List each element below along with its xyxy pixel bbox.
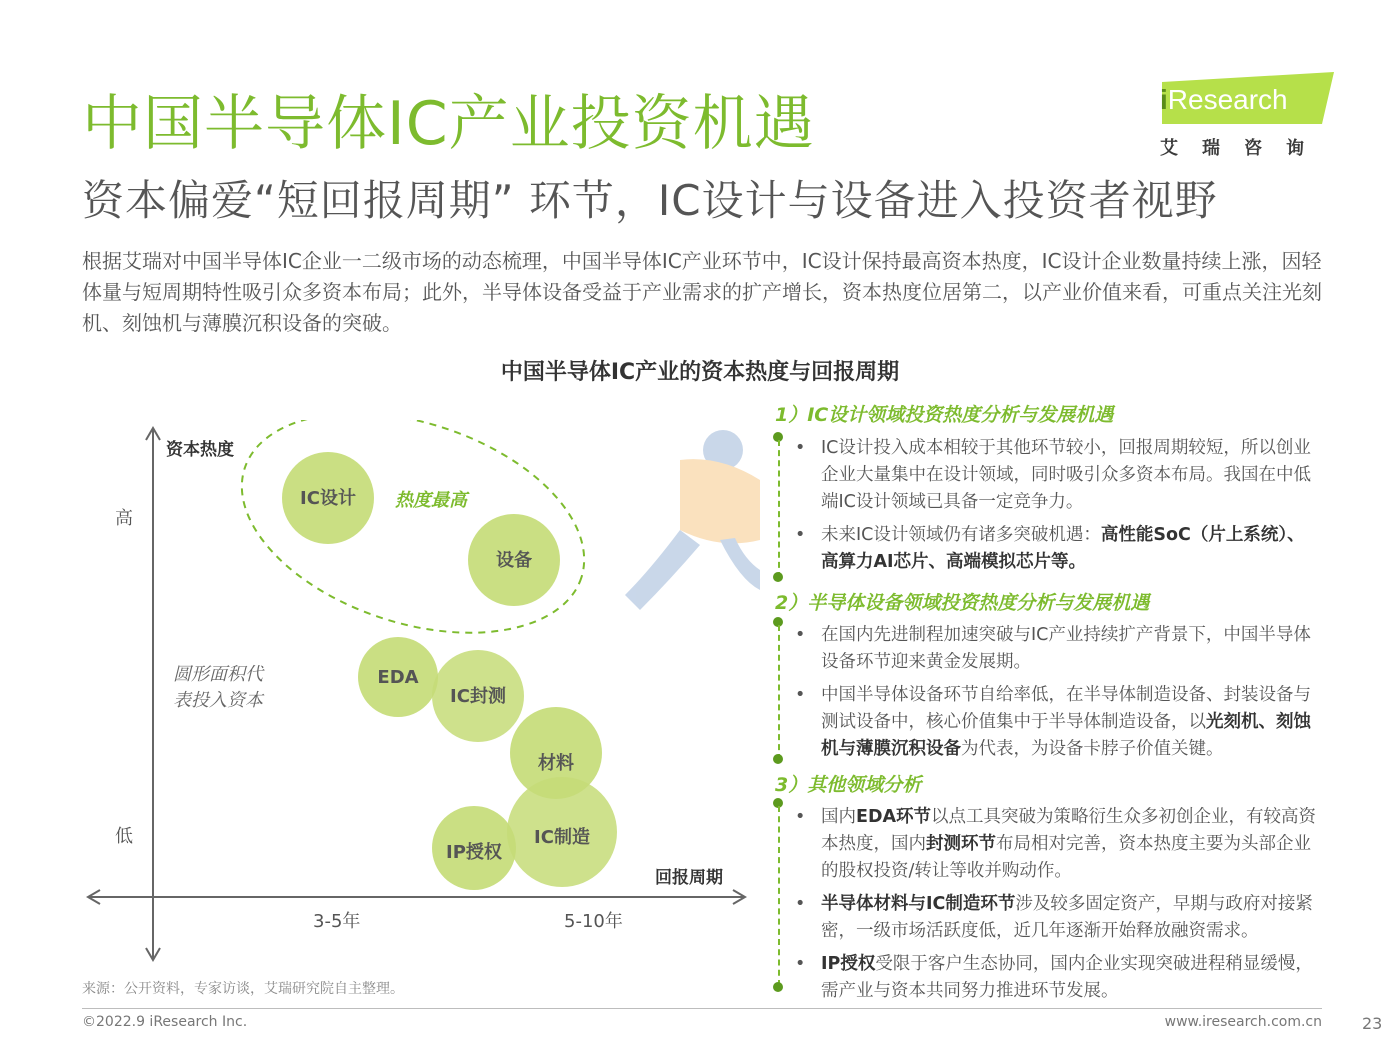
y-axis-label: 资本热度 (166, 440, 234, 460)
section-3-dot-end (773, 982, 783, 992)
section-2-bullet-1: • 在国内先进制程加速突破与IC产业持续扩产背景下，中国半导体设备环节迎来黄金发展期。 (795, 622, 1320, 676)
chart-title: 中国半导体IC产业的资本热度与回报周期 (500, 360, 900, 385)
section-3-bullets (795, 804, 1320, 1011)
section-2-dot-end (773, 754, 783, 764)
y-tick-low: 低 (115, 826, 133, 847)
bubble-ip-licensing (432, 806, 516, 890)
section-1-bullet-2: • 未来IC设计领域仍有诸多突破机遇：高性能SoC（片上系统）、高算力AI芯片、高端模拟芯片等。 (795, 522, 1320, 576)
bubble-equipment (468, 514, 560, 606)
section-1-rule (778, 440, 780, 578)
page-number: 23 (1362, 1014, 1383, 1033)
intro-paragraph: 根据艾瑞对中国半导体IC企业一二级市场的动态梳理，中国半导体IC产业环节中，IC设计保持最高资本热度，IC设计企业数量持续上涨，因轻体量与短周期特性吸引众多资本布局；此外，半导体设备受益于产业需求的扩产增长，资本热度位居第二，以产业价值来看，可重点关注光刻机、刻蚀机与薄膜沉积设备的突破。 (82, 249, 1322, 335)
bubble-eda-label: EDA (377, 667, 419, 688)
capital-heat-bubble-chart (80, 420, 760, 980)
section-3-rule (778, 806, 780, 986)
x-tick-5-10: 5-10年 (564, 911, 623, 932)
section-2-title: 2）半导体设备领域投资热度分析与发展机遇 (775, 592, 1150, 614)
section-2-bullet-2: • 中国半导体设备环节自给率低，在半导体制造设备、封装设备与测试设备中，核心价值集中于半导体制造设备，以光刻机、刻蚀机与薄膜沉积设备为代表，为设备卡脖子价值关键。 (795, 682, 1320, 763)
website-link[interactable]: www.iresearch.com.cn (1164, 1014, 1322, 1030)
figure-leg-2 (720, 538, 760, 590)
footer-divider (82, 1008, 1322, 1009)
iresearch-logo (1150, 72, 1340, 162)
page-title: 中国半导体IC产业投资机遇 (82, 89, 815, 159)
section-2-bullets (795, 622, 1320, 769)
bubble-ic-packaging (432, 650, 524, 742)
source-note: 来源：公开资料，专家访谈，艾瑞研究院自主整理。 (82, 981, 404, 997)
section-2-rule (778, 625, 780, 760)
section-1-dot-end (773, 572, 783, 582)
bubble-eda (358, 637, 438, 717)
x-tick-3-5: 3-5年 (313, 911, 361, 932)
section-3-bullet-3: • IP授权受限于客户生态协同，国内企业实现突破进程稍显缓慢，需产业与资本共同努力推进环节发展。 (795, 951, 1320, 1005)
bubble-area-note-line2: 表投入资本 (173, 690, 263, 711)
section-3-title: 3）其他领域分析 (775, 774, 922, 796)
copyright: ©2022.9 iResearch Inc. (82, 1014, 248, 1030)
bubble-ic-manufacturing-label: IC制造 (534, 827, 590, 848)
section-3-bullet-1: • 国内EDA环节以点工具突破为策略衍生众多初创企业，有较高资本热度，国内封测环节布局相对完善，资本热度主要为头部企业的股权投资/转让等收并购动作。 (795, 804, 1320, 885)
page-subtitle: 资本偏爱“短回报周期” 环节，IC设计与设备进入投资者视野 (82, 176, 1218, 225)
bubble-area-note-line1: 圆形面积代 (173, 664, 263, 685)
bubble-materials-label: 材料 (538, 753, 574, 774)
highest-heat-label: 热度最高 (395, 490, 467, 511)
y-tick-high: 高 (115, 508, 133, 529)
bubble-equipment-label: 设备 (496, 550, 532, 571)
logo-wordmark: iResearch (1160, 84, 1288, 115)
figure-body (680, 459, 760, 543)
section-3-bullet-2: • 半导体材料与IC制造环节涉及较多固定资产，早期与政府对接紧密，一级市场活跃度低，近几年逐渐开始释放融资需求。 (795, 891, 1320, 945)
x-axis-label: 回报周期 (655, 868, 723, 888)
bubble-ip-licensing-label: IP授权 (446, 842, 502, 863)
runner-figure-illustration (625, 430, 760, 610)
bubble-ic-manufacturing (507, 777, 617, 887)
figure-leg (625, 530, 700, 610)
section-1-bullets (795, 435, 1320, 582)
bubble-ic-design (282, 452, 374, 544)
logo-chinese-name: 艾瑞咨询 (1160, 138, 1328, 159)
section-1-bullet-1: • IC设计投入成本相较于其他环节较小，回报周期较短，所以创业企业大量集中在设计领域，同时吸引众多资本布局。我国在中低端IC设计领域已具备一定竞争力。 (795, 435, 1320, 516)
bubble-ic-design-label: IC设计 (300, 488, 356, 509)
bubble-ic-packaging-label: IC封测 (450, 686, 506, 707)
section-1-title: 1）IC设计领域投资热度分析与发展机遇 (775, 404, 1114, 426)
